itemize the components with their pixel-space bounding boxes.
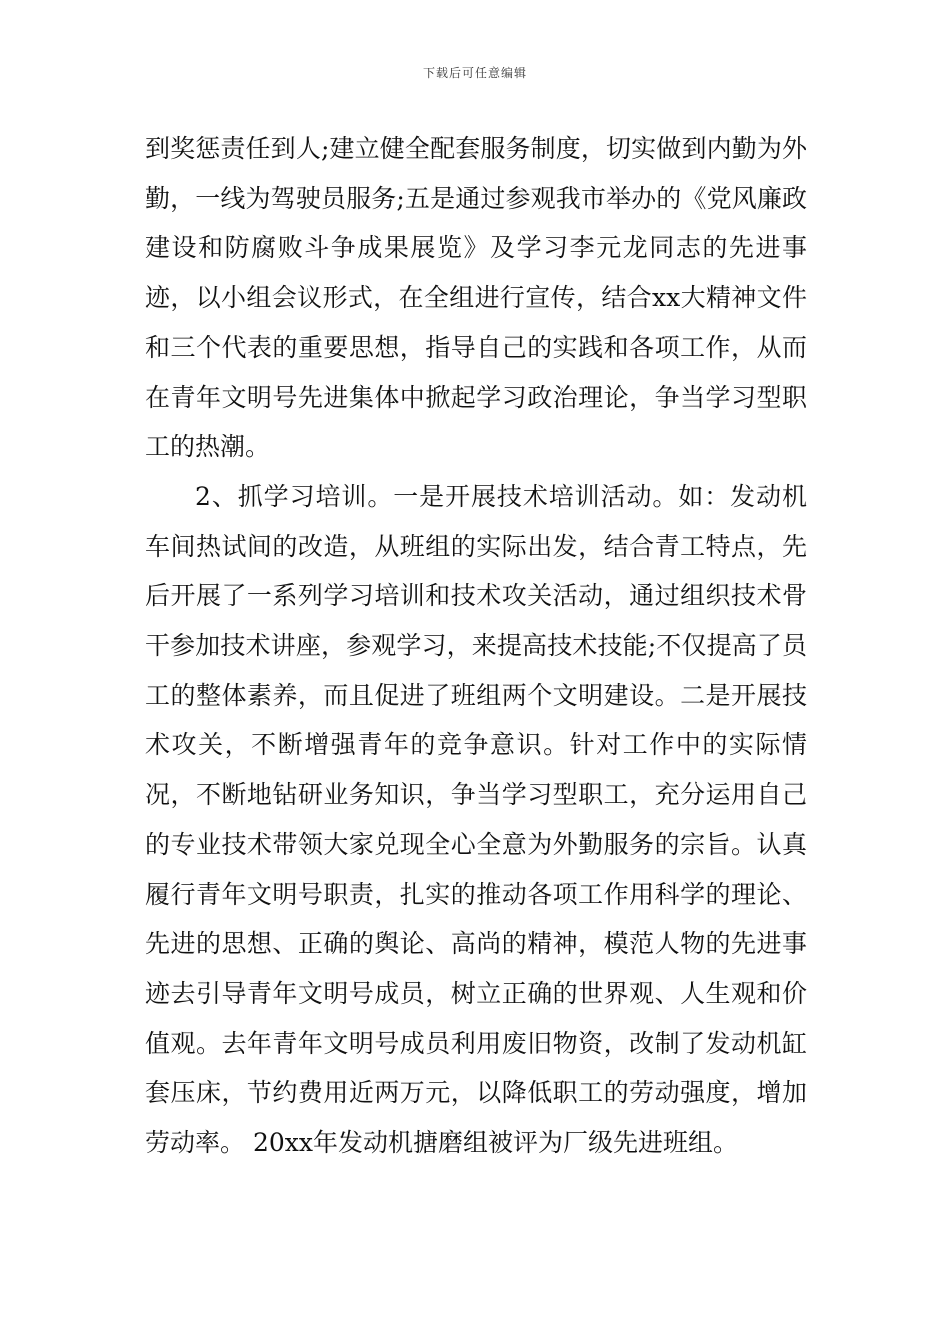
document-body: [145, 124, 807, 1168]
page-header: 下载后可任意编辑: [422, 66, 527, 80]
body-paragraph-2: 2、抓学习培训。一是开展技术培训活动。如：发动机车间热试间的改造，从班组的实际出发，结合青工特点，先后开展了一系列学习培训和技术攻关活动，通过组织技术骨干参加技术讲座，参观学习，来提高技术技能;不仅提高了员工的整体素养，而且促进了班组两个文明建设。二是开展技术攻关，不断增强青年的竞争意识。针对工作中的实际情况，不断地钻研业务知识，争当学习型职工，充分运用自己的专业技术带领大家兑现全心全意为外勤服务的宗旨。认真履行青年文明号职责，扎实的推动各项工作用科学的理论、先进的思想、正确的舆论、高尚的精神，模范人物的先进事迹去引导青年文明号成员，树立正确的世界观、人生观和价值观。去年青年文明号成员利用废旧物资，改制了发动机缸套压床，节约费用近两万元，以降低职工的劳动强度，增加劳动率。 20xx年发动机搪磨组被评为厂级先进班组。: [145, 481, 807, 1158]
body-paragraph-1: 到奖惩责任到人;建立健全配套服务制度，切实做到内勤为外勤，一线为驾驶员服务;五是通过参观我市举办的《党风廉政建设和防腐败斗争成果展览》及学习李元龙同志的先进事迹，以小组会议形式，在全组进行宣传，结合xx大精神文件和三个代表的重要思想，指导自己的实践和各项工作，从而在青年文明号先进集体中掀起学习政治理论，争当学习型职工的热潮。: [145, 134, 807, 462]
